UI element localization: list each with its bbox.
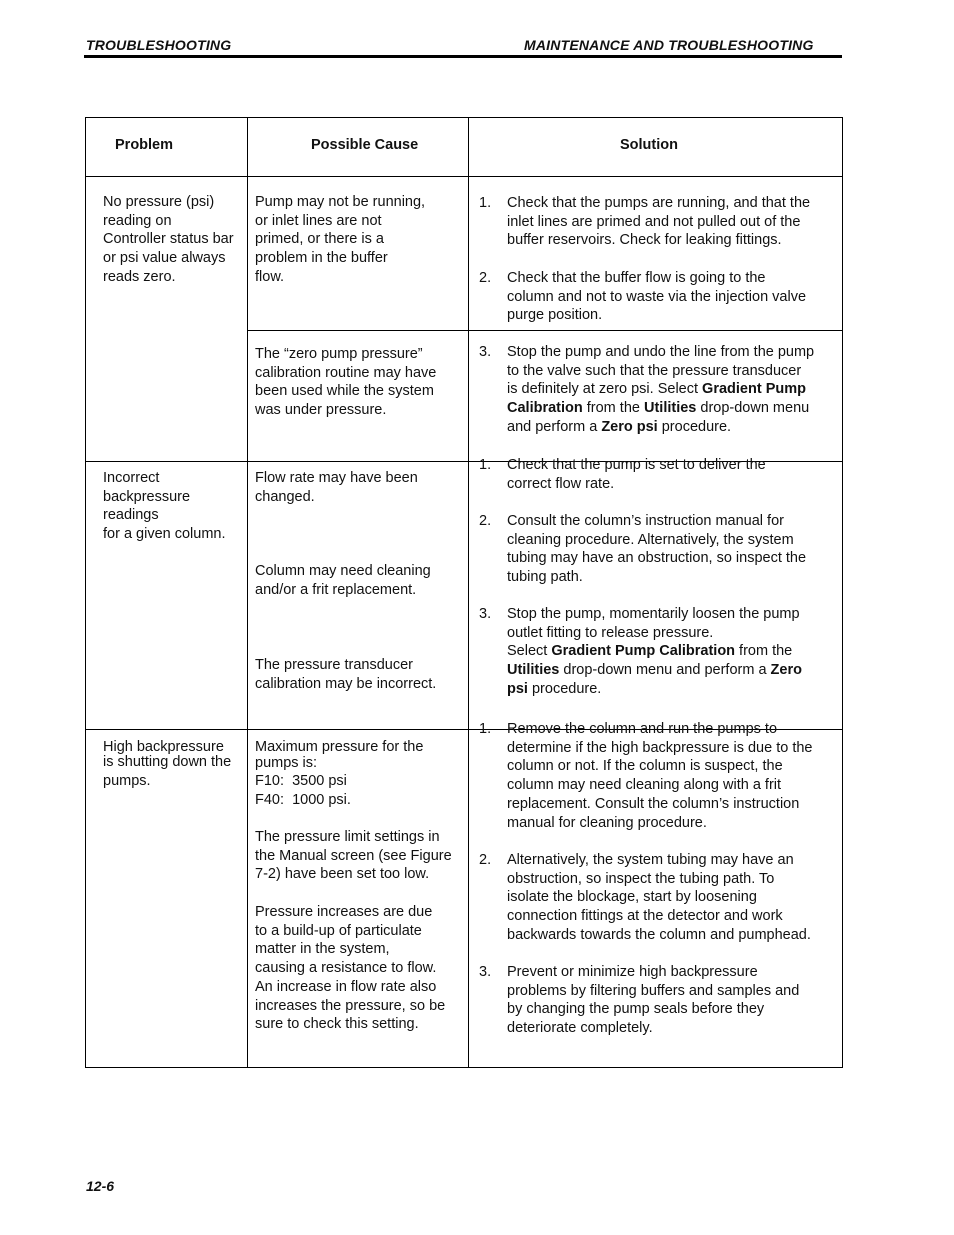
row3-cause-2: The pressure limit settings in the Manual screen (see Figure 7-2) have been set too low. xyxy=(255,829,452,883)
page-number: 12-6 xyxy=(86,1178,115,1194)
table-top-border xyxy=(85,117,843,118)
row2-cause-2: Column may need cleaning and/or a frit replacement. xyxy=(255,563,431,598)
row2-cause-3: The pressure transducer calibration may be incorrect. xyxy=(255,657,437,692)
header-rule xyxy=(84,55,842,58)
row3-cause-3: Pressure increases are due to a build-up of particulate matter in the system, causing a resistance to flow. An increase in flow rate also increases the pressure, so be sure to check this setting. xyxy=(255,904,446,1033)
row2-cause-1: Flow rate may have been changed. xyxy=(255,470,418,505)
running-header-left: TROUBLESHOOTING xyxy=(86,37,232,53)
header-row-border xyxy=(85,176,843,177)
row2-problem: Incorrect backpressure readings for a given column. xyxy=(103,470,226,543)
column-divider-1 xyxy=(247,117,248,1068)
column-header-solution: Solution xyxy=(620,137,678,153)
row1-problem: No pressure (psi) reading on Controller status bar or psi value always reads zero. xyxy=(103,194,234,285)
running-header-right: MAINTENANCE AND TROUBLESHOOTING xyxy=(524,37,814,53)
column-header-problem: Problem xyxy=(115,137,174,153)
column-header-possible-cause: Possible Cause xyxy=(311,137,419,153)
row1-cause-divider xyxy=(247,330,843,331)
row1-cause-2: The “zero pump pressure” calibration routine may have been used while the system was under pressure. xyxy=(255,346,437,419)
row3-problem: High backpressure is shutting down the pumps. xyxy=(103,739,232,790)
row1-cause-1: Pump may not be running, or inlet lines are not primed, or there is a problem in the buffer flow. xyxy=(255,194,426,285)
row3-cause-1: Maximum pressure for the pumps is: F10: 3500 psi F40: 1000 psi. xyxy=(255,739,424,809)
table-left-border xyxy=(85,117,86,1068)
table-bottom-border xyxy=(85,1067,843,1068)
